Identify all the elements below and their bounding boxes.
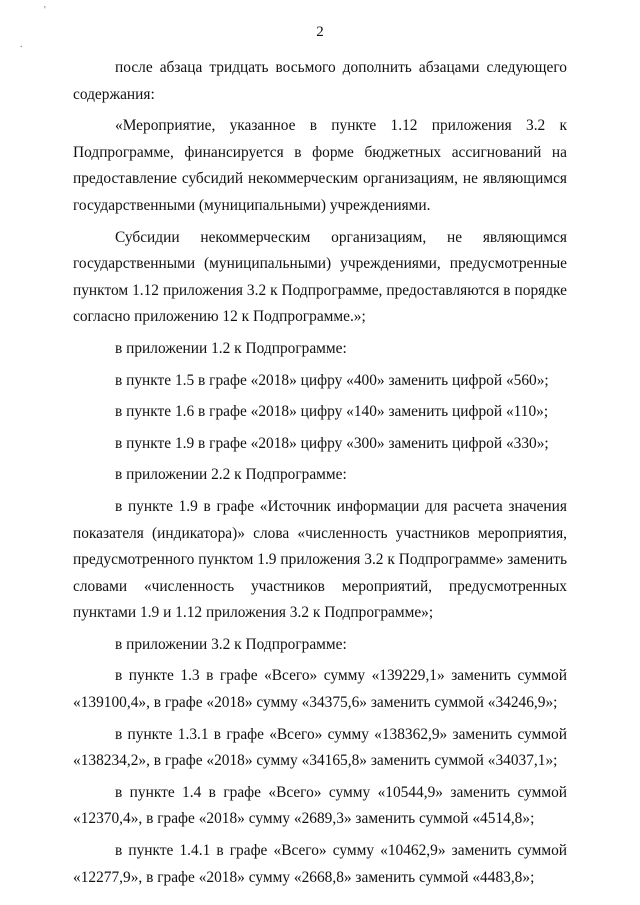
paragraph: в пункте 1.3.1 в графе «Всего» сумму «138362,9» заменить суммой «138234,2», в графе «2018» сумму «34165,8» заменить суммой «34037,1»; bbox=[73, 725, 567, 770]
document-body bbox=[73, 55, 567, 891]
paragraph: Субсидии некоммерческим организациям, не являющимся государственными (муниципальными) учреждениями, предусмотренные пунктом 1.12 приложения 3.2 к Подпрограмме, предоставляются в порядке согласно приложению 12 к Подпрограмме.»; bbox=[73, 228, 567, 326]
scan-mark: . bbox=[20, 39, 23, 50]
paragraph: в приложении 3.2 к Подпрограмме: bbox=[115, 635, 347, 653]
page-number: 2 bbox=[316, 24, 324, 40]
paragraph: в пункте 1.5 в графе «2018» цифру «400» заменить цифрой «560»; bbox=[115, 371, 549, 389]
paragraph: в приложении 2.2 к Подпрограмме: bbox=[115, 466, 347, 484]
paragraph: в пункте 1.3 в графе «Всего» сумму «139229,1» заменить суммой «139100,4», в графе «2018» сумму «34375,6» заменить суммой «34246,9»; bbox=[73, 667, 567, 712]
scan-mark: ' bbox=[44, 5, 46, 16]
paragraph: в пункте 1.6 в графе «2018» цифру «140» заменить цифрой «110»; bbox=[115, 403, 549, 421]
paragraph: в пункте 1.4 в графе «Всего» сумму «10544,9» заменить суммой «12370,4», в графе «2018» сумму «2689,3» заменить суммой «4514,8»; bbox=[73, 783, 567, 828]
paragraph: «Мероприятие, указанное в пункте 1.12 приложения 3.2 к Подпрограмме, финансируется в форме бюджетных ассигнований на предоставление субсидий некоммерческим организациям, не являющимся государственными (муниципальными) учреждениями. bbox=[73, 117, 567, 214]
paragraph: в пункте 1.9 в графе «2018» цифру «300» заменить цифрой «330»; bbox=[115, 434, 549, 452]
paragraph: в пункте 1.4.1 в графе «Всего» сумму «10462,9» заменить суммой «12277,9», в графе «2018» сумму «2668,8» заменить суммой «4483,8»; bbox=[73, 842, 567, 886]
paragraph: в пункте 1.9 в графе «Источник информации для расчета значения показателя (индикатора)» слова «численность участников мероприятия, предусмотренного пунктом 1.9 приложения 3.2 к Подпрограмме» заменить словами «численность участников мероприятий, предусмотренных пунктами 1.9 и 1.12 приложения 3.2 к Подпрограмме»; bbox=[73, 497, 567, 622]
paragraph: после абзаца тридцать восьмого дополнить абзацами следующего содержания: bbox=[73, 59, 567, 103]
paragraph: в приложении 1.2 к Подпрограмме: bbox=[115, 339, 347, 357]
